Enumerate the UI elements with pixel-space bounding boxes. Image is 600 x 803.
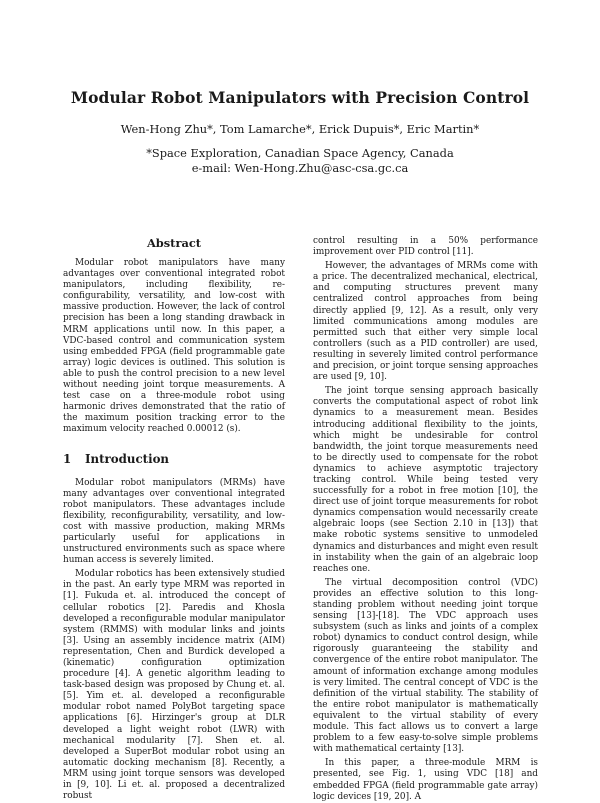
email: e-mail: Wen-Hong.Zhu@asc-csa.gc.ca	[191, 161, 409, 175]
section-title: Introduction	[85, 451, 170, 466]
left-column	[63, 236, 285, 802]
section-number: 1	[63, 451, 72, 466]
intro-paragraph-2: Modular robotics has been extensively studied in the past. An early type MRM was reported in [1]. Fukuda et. al. introduced the concept of cellular robotics [2]. Paredis and Khosla developed a reconfigurable modular manipulator system (RMMS) with modular links and joints [3]. Using an assembly incidence matrix (AIM) representation, Chen and Burdick developed a (kinematic) configuration optimization procedure [4]. A genetic algorithm leading to task-based design was proposed by Chung et. al. [5]. Yim et. al. developed a reconfigurable modular robot named PolyBot targeting space applications [6]. Hirzinger's group at DLR developed a light weight robot (LWR) with mechanical modularity [7]. Shen et. al. developed a SuperBot modular robot using an automatic docking mechanism [8]. Recently, a MRM using joint torque sensors was developed in [9, 10]. Li et. al. proposed a decentralized robust	[63, 569, 285, 802]
right-column	[313, 236, 538, 803]
paper-title: Modular Robot Manipulators with Precision Control	[70, 88, 530, 107]
right-paragraph-3: The virtual decomposition control (VDC) provides an effective solution to this long-standing problem without needing joint torque sensing [13]-[18]. The VDC approach uses subsystem (such as links and joints of a complex robot) dynamics to conduct control design, while rigorously guaranteeing the stability and convergence of the entire robot manipulator. The amount of information exchange among modules is very limited. The central concept of VDC is the definition of the virtual stability. The stability of the entire robot manipulator is mathematically equivalent to the virtual stability of every module. This fact allows us to convert a large problem to a few easy-to-solve simple problems with mathematical certainty [13].	[313, 577, 538, 755]
right-paragraph-0: control resulting in a 50% performance improvement over PID control [11].	[313, 236, 538, 258]
abstract-text: Modular robot manipulators have many advantages over conventional integrated robot manipulators, including flexibility, re-configurability, versatility, and low-cost with massive production. However, the lack of control precision has been a long standing drawback in MRM applications until now. In this paper, a VDC-based control and communication system using embedded FPGA (field programmable gate array) logic devices is outlined. This solution is able to push the control precision to a new level without needing joint torque measurements. A test case on a three-module robot using harmonic drives demonstrated that the ratio of the maximum position tracking error to the maximum velocity reached 0.00012 (s).	[63, 258, 285, 435]
affiliation: *Space Exploration, Canadian Space Agency, Canada	[146, 146, 454, 160]
section-heading	[63, 452, 285, 466]
right-paragraph-1: However, the advantages of MRMs come with a price. The decentralized mechanical, electrical, and computing structures prevent many centralized control approaches from being directly applied [9, 12]. As a result, only very limited communications among modules are permitted such that either very simple local controllers (such as a PID controller) are used, resulting in severely limited control performance and precision, or joint torque sensing approaches are used [9, 10].	[313, 261, 538, 383]
abstract-heading: Abstract	[146, 236, 202, 250]
right-paragraph-2: The joint torque sensing approach basically converts the computational aspect of robot link dynamics to a measurement mean. Besides introducing additional flexibility to the joints, which might be undesirable for control bandwidth, the joint torque measurements need to be directly used to compensate for the robot dynamics to achieve asymptotic trajectory tracking control. While being tested very successfully for a robot in free motion [10], the direct use of joint torque measurements for robot dynamics compensation would necessarily create algebraic loops (see Section 2.10 in [13]) that make robotic systems sensitive to unmodeled dynamics and disturbances and might even result in instability when the gain of an algebraic loop reaches one.	[313, 386, 538, 574]
intro-paragraph-1: Modular robot manipulators (MRMs) have many advantages over conventional integrated robot manipulators. These advantages include flexibility, reconfigurability, versatility, and low-cost with massive production, making MRMs particularly useful for applications in unstructured environments such as space where human access is severely limited.	[63, 477, 285, 566]
right-paragraph-4: In this paper, a three-module MRM is presented, see Fig. 1, using VDC [18] and embedded FPGA (field programmable gate array) logic devices [19, 20]. A	[313, 758, 538, 802]
author-list: Wen-Hong Zhu*, Tom Lamarche*, Erick Dupuis*, Eric Martin*	[120, 122, 480, 136]
affiliation-block	[0, 146, 600, 176]
